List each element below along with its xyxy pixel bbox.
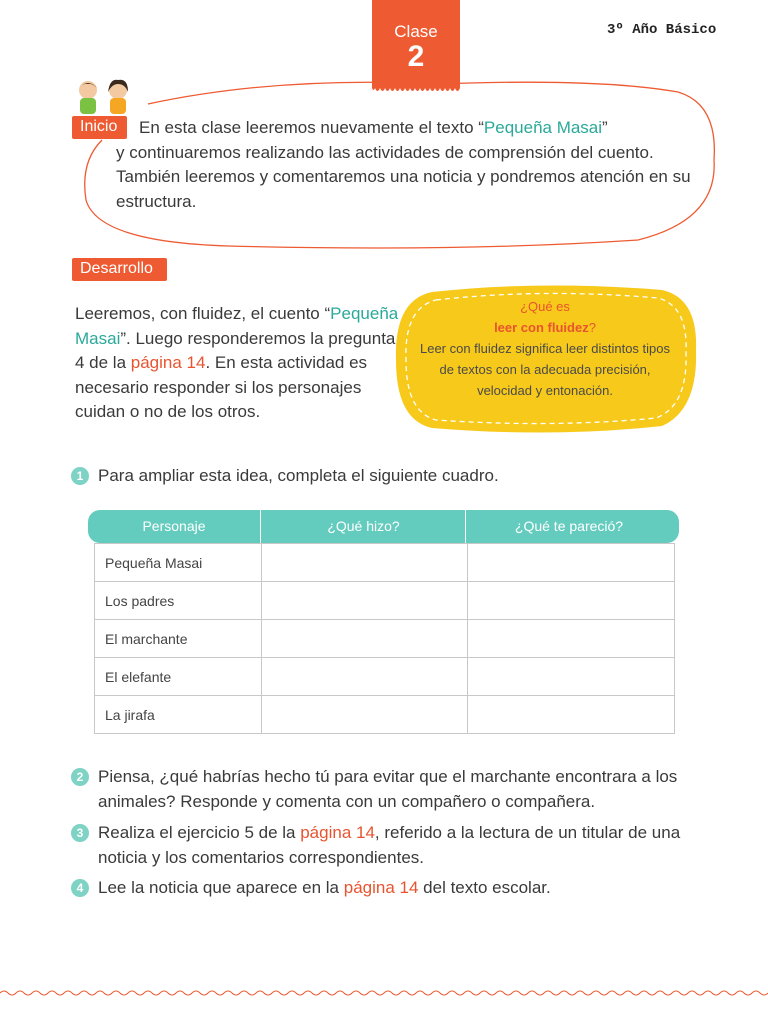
table-row xyxy=(95,544,675,582)
character-cell: Pequeña Masai xyxy=(95,544,262,582)
inicio-tag: Inicio xyxy=(72,116,127,139)
character-cell: El marchante xyxy=(95,620,262,658)
column-header-que-hizo: ¿Qué hizo? xyxy=(260,510,466,543)
activity-4-page-ref: página 14 xyxy=(343,878,419,897)
desarrollo-tag: Desarrollo xyxy=(72,258,167,281)
opinion-cell[interactable] xyxy=(468,582,675,620)
activity-text-2: Piensa, ¿qué habrías hecho tú para evitar que el marchante encontrara a los animales? Responde y comenta con un compañero o compañera. xyxy=(98,767,678,811)
activity-text-4 xyxy=(98,875,698,900)
bubble-question-a: ¿Qué es xyxy=(520,299,570,314)
activity-number-4: 4 xyxy=(71,879,89,897)
story-title-link: Pequeña Masai xyxy=(483,118,603,137)
fluency-bubble-text xyxy=(415,296,675,401)
intro-story-title: Pequeña Masai xyxy=(75,304,399,348)
intro-a: Leeremos, con fluidez, el cuento “ xyxy=(75,304,331,323)
intro-page-ref: página 14 xyxy=(130,353,206,372)
grade-label: 3º Año Básico xyxy=(607,22,717,38)
table-header xyxy=(88,510,679,543)
activity-number-2: 2 xyxy=(71,768,89,786)
activity-number-3: 3 xyxy=(71,824,89,842)
opinion-cell[interactable] xyxy=(468,620,675,658)
inicio-text xyxy=(116,116,716,214)
activity-3-a: Realiza el ejercicio 5 de la xyxy=(98,823,301,842)
opinion-cell[interactable] xyxy=(468,544,675,582)
column-header-personaje: Personaje xyxy=(142,518,206,534)
opinion-cell[interactable] xyxy=(468,658,675,696)
inicio-text-a: En esta clase leeremos nuevamente el texto “ xyxy=(139,118,484,137)
opinion-cell[interactable] xyxy=(468,696,675,734)
character-cell: El elefante xyxy=(95,658,262,696)
inicio-text-b: ” xyxy=(602,118,608,137)
clase-label: Clase xyxy=(394,22,438,41)
activity-3-c: , referido a la lectura de un titular de una noticia y los comentarios correspondientes. xyxy=(98,823,681,867)
intro-e: . En esta actividad es necesario responder si los personajes cuidan o no de los otros. xyxy=(75,353,368,421)
bubble-question-b: leer con fluidez xyxy=(494,320,589,335)
what-did-cell[interactable] xyxy=(262,582,468,620)
table-row xyxy=(95,620,675,658)
bubble-question-mark: ? xyxy=(588,320,596,335)
what-did-cell[interactable] xyxy=(262,620,468,658)
clase-number: 2 xyxy=(407,40,425,73)
children-illustration xyxy=(70,78,140,118)
bubble-question-line xyxy=(494,320,596,335)
inicio-text-rest: y continuaremos realizando las actividades de comprensión del cuento. También leeremos y comentaremos una noticia y pondremos atención en su estructura. xyxy=(116,142,691,211)
inicio-first-line xyxy=(139,116,716,141)
table-row xyxy=(95,658,675,696)
bubble-body: Leer con fluidez significa leer distintos tipos de textos con la adecuada precisión, velocidad y entonación. xyxy=(419,341,671,398)
footer-wave-border xyxy=(0,988,768,998)
desarrollo-intro xyxy=(75,302,405,425)
table-row xyxy=(95,696,675,734)
what-did-cell[interactable] xyxy=(262,658,468,696)
character-cell: Los padres xyxy=(95,582,262,620)
activity-3-page-ref: página 14 xyxy=(300,823,375,842)
activity-4-c: del texto escolar. xyxy=(418,878,551,897)
activity-4-a: Lee la noticia que aparece en la xyxy=(98,878,344,897)
what-did-cell[interactable] xyxy=(262,696,468,734)
table-row xyxy=(95,582,675,620)
activity-number-1: 1 xyxy=(71,467,89,485)
characters-table xyxy=(94,543,675,734)
activity-text-3 xyxy=(98,820,698,870)
intro-c: ”. Luego responderemos la pregunta 4 de la xyxy=(75,328,396,372)
column-header-que-te-parecio: ¿Qué te pareció? xyxy=(465,510,672,543)
what-did-cell[interactable] xyxy=(262,544,468,582)
activity-text-1: Para ampliar esta idea, completa el siguiente cuadro. xyxy=(98,466,499,485)
character-cell: La jirafa xyxy=(95,696,262,734)
